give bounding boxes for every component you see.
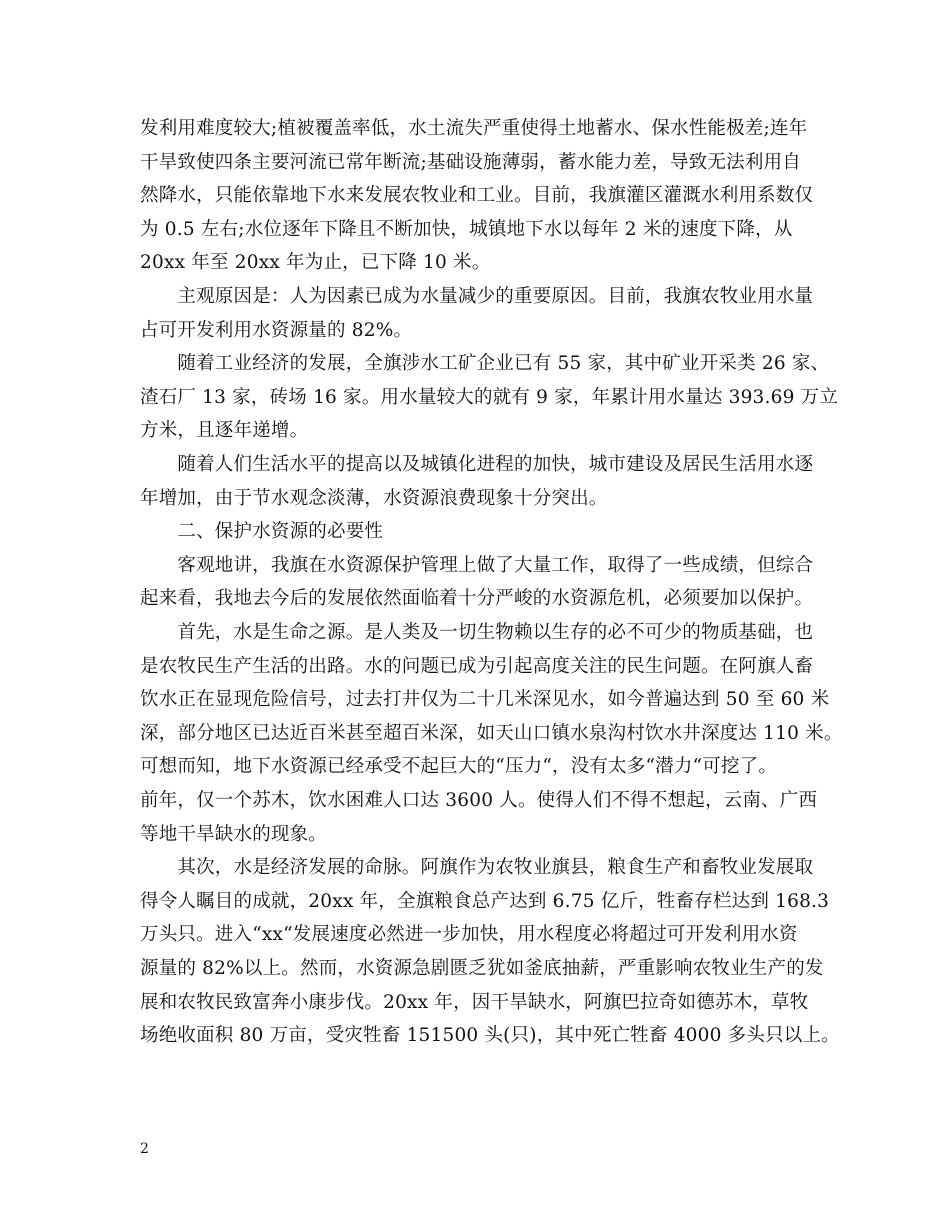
text-line: 干旱致使四条主要河流已常年断流;基础设施薄弱，蓄水能力差，导致无法利用自 [140, 151, 801, 173]
text-line: 占可开发利用水资源量的 82%。 [140, 319, 413, 341]
text-line: 等地干旱缺水的现象。 [140, 823, 328, 845]
text-line: 方米，且逐年递增。 [140, 420, 309, 442]
text-line: 随着人们生活水平的提高以及城镇化进程的加快，城市建设及居民生活用水逐 [140, 454, 814, 475]
text-line: 随着工业经济的发展，全旗涉水工矿企业已有 55 家，其中矿业开采类 26 家、 [140, 353, 830, 375]
text-line: 得令人瞩目的成就，20xx 年，全旗粮食总产达到 6.75 亿斤，牲畜存栏达到 168.3 [140, 890, 830, 912]
text-line: 饮水正在显现危险信号，过去打井仅为二十几米深见水，如今普遍达到 50 至 60 米 [140, 689, 830, 711]
text-line: 深，部分地区已达近百米甚至超百米深，如天山口镇水泉沟村饮水井深度达 110 米。 [140, 722, 843, 744]
text-line: 万头只。进入“xx“发展速度必然进一步加快，用水程度必将超过可开发利用水资 [140, 924, 798, 946]
text-line: 主观原因是：人为因素已成为水量减少的重要原因。目前，我旗农牧业用水量 [140, 286, 814, 307]
text-line: 然降水，只能依靠地下水来发展农牧业和工业。目前，我旗灌区灌溉水利用系数仅 [140, 185, 814, 207]
text-line: 是农牧民生产生活的出路。水的问题已成为引起高度关注的民生问题。在阿旗人畜 [140, 655, 814, 677]
text-line: 源量的 82%以上。然而，水资源急剧匮乏犹如釜底抽薪，严重影响农牧业生产的发 [140, 958, 824, 979]
page-number: 2 [140, 1141, 149, 1157]
text-line: 展和农牧民致富奔小康步伐。20xx 年，因干旱缺水，阿旗巴拉奇如德苏木，草牧 [140, 991, 809, 1013]
text-line: 场绝收面积 80 万亩，受灾牲畜 151500 头(只)，其中死亡牲畜 4000 多头只以上。 [140, 1025, 840, 1047]
text-line: 其次，水是经济发展的命脉。阿旗作为农牧业旗县，粮食生产和畜牧业发展取 [140, 857, 814, 879]
text-line: 前年，仅一个苏木，饮水困难人口达 3600 人。使得人们不得不想起，云南、广西 [140, 790, 818, 811]
text-line: 可想而知，地下水资源已经承受不起巨大的“压力“，没有太多“潜力“可挖了。 [140, 756, 778, 778]
text-line: 起来看，我地去今后的发展依然面临着十分严峻的水资源危机，必须要加以保护。 [140, 588, 814, 610]
section-heading: 二、保护水资源的必要性 [140, 521, 384, 543]
text-line: 客观地讲，我旗在水资源保护管理上做了大量工作，取得了一些成绩，但综合 [140, 554, 814, 576]
text-line: 20xx 年至 20xx 年为止，已下降 10 米。 [140, 252, 491, 274]
text-line: 为 0.5 左右;水位逐年下降且不断加快，城镇地下水以每年 2 米的速度下降，从 [140, 218, 793, 240]
text-line: 首先，水是生命之源。是人类及一切生物赖以生存的必不可少的物质基础，也 [140, 622, 814, 643]
text-line: 渣石厂 13 家，砖场 16 家。用水量较大的就有 9 家，年累计用水量达 393.69 万立 [140, 386, 839, 408]
text-line: 发利用难度较大;植被覆盖率低，水土流失严重使得土地蓄水、保水性能极差;连年 [140, 118, 808, 139]
text-line: 年增加，由于节水观念淡薄，水资源浪费现象十分突出。 [140, 487, 608, 509]
